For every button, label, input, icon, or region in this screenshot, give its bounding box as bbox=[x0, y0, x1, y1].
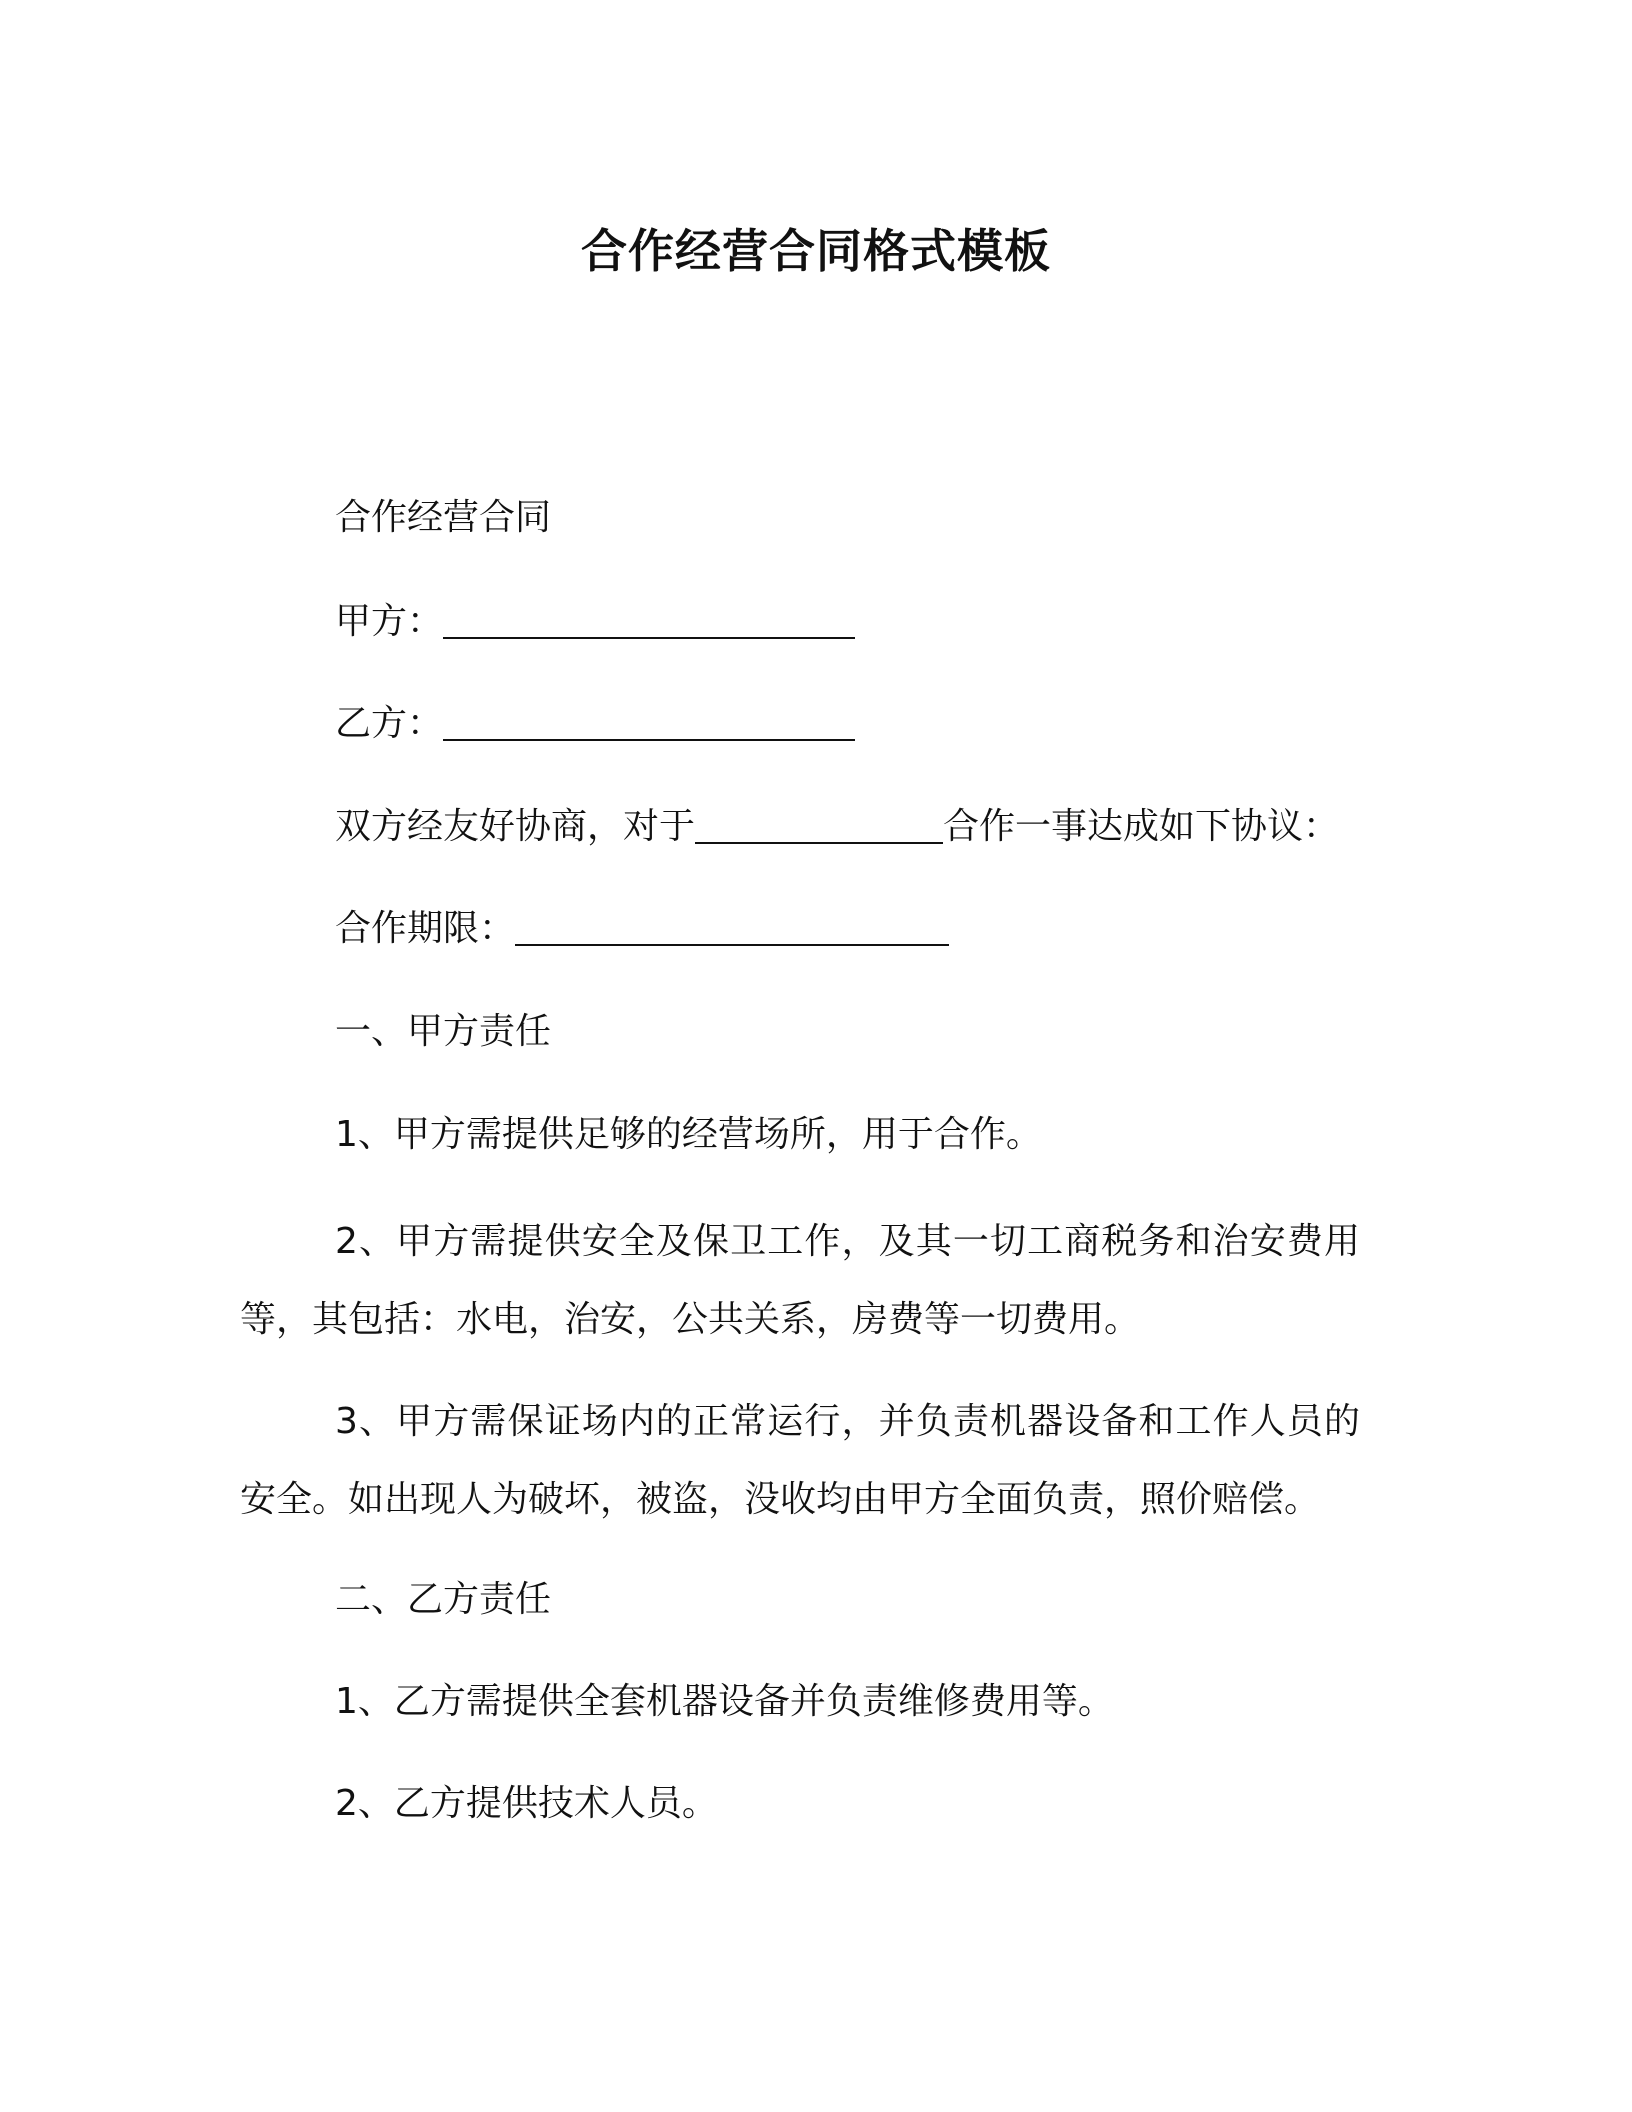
term-label: 合作期限： bbox=[335, 908, 516, 949]
document-title: 合作经营合同格式模板 bbox=[581, 224, 1051, 278]
party-b-blank bbox=[443, 701, 855, 741]
section-two-item-1: 1、乙方需提供全套机器设备并负责维修费用等。 bbox=[335, 1681, 1114, 1722]
contract-subtitle: 合作经营合同 bbox=[335, 497, 552, 538]
party-a-row bbox=[335, 592, 855, 652]
section-one-heading: 一、甲方责任 bbox=[335, 1011, 552, 1052]
party-a-label: 甲方： bbox=[335, 601, 444, 642]
party-b-label: 乙方： bbox=[335, 703, 444, 744]
cooperation-matter-blank bbox=[695, 804, 943, 844]
party-b-row bbox=[335, 694, 855, 754]
section-two-heading: 二、乙方责任 bbox=[335, 1579, 552, 1620]
negotiation-row bbox=[335, 797, 1339, 857]
section-one-item-3: 3、甲方需保证场内的正常运行，并负责机器设备和工作人员的安全。如出现人为破坏，被盗，没收均由甲方全面负责，照价赔偿。 bbox=[240, 1401, 1360, 1520]
party-a-blank bbox=[443, 599, 855, 639]
section-one-item-2: 2、甲方需提供安全及保卫工作，及其一切工商税务和治安费用等，其包括：水电，治安，公共关系，房费等一切费用。 bbox=[240, 1221, 1360, 1340]
term-blank bbox=[515, 906, 949, 946]
negotiation-suffix: 合作一事达成如下协议： bbox=[943, 806, 1340, 847]
negotiation-prefix: 双方经友好协商，对于 bbox=[335, 806, 696, 847]
term-row bbox=[335, 899, 949, 959]
section-two-item-2: 2、乙方提供技术人员。 bbox=[335, 1783, 718, 1824]
section-one-item-1: 1、甲方需提供足够的经营场所，用于合作。 bbox=[335, 1114, 1042, 1155]
